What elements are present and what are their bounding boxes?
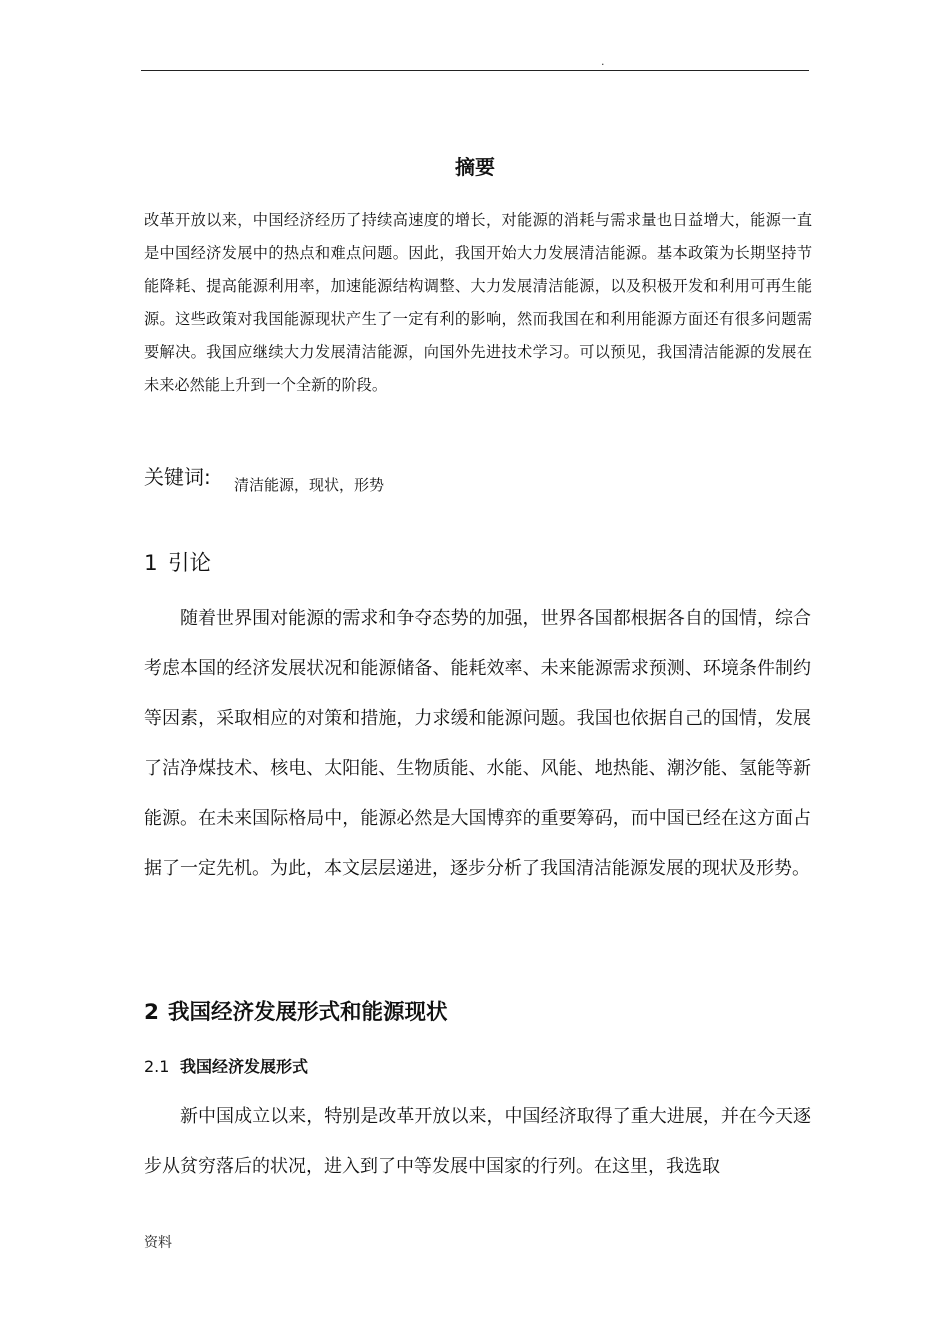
keywords-value: 清洁能源，现状，形势	[234, 476, 385, 494]
subsection-2-1-number: 2.1	[144, 1057, 170, 1076]
subsection-2-1-title: 我国经济发展形式	[180, 1057, 309, 1076]
header-mark: .	[601, 55, 605, 68]
subsection-2-1-heading	[144, 1054, 308, 1080]
section1-heading	[144, 548, 211, 580]
footer-label: 资料	[144, 1235, 172, 1251]
abstract-title: 摘要	[455, 155, 495, 179]
section2-number: 2	[144, 1000, 159, 1025]
abstract-body: 改革开放以来，中国经济经历了持续高速度的增长，对能源的消耗与需求量也日益增大，能源一直是中国经济发展中的热点和难点问题。因此，我国开始大力发展清洁能源。基本政策为长期坚持节能降耗、提高能源利用率，加速能源结构调整、大力发展清洁能源，以及积极开发和利用可再生能源。这些政策对我国能源现状产生了一定有利的影响，然而我国在和利用能源方面还有很多问题需要解决。我国应继续大力发展清洁能源，向国外先进技术学习。可以预见，我国清洁能源的发展在未来必然能上升到一个全新的阶段。	[144, 211, 812, 394]
section2-title: 我国经济发展形式和能源现状	[168, 1000, 448, 1025]
section2-heading	[144, 997, 448, 1029]
section1-body: 随着世界围对能源的需求和争夺态势的加强，世界各国都根据各自的国情，综合考虑本国的经济发展状况和能源储备、能耗效率、未来能源需求预测、环境条件制约等因素，采取相应的对策和措施，力求缓和能源问题。我国也依据自己的国情，发展了洁净煤技术、核电、太阳能、生物质能、水能、风能、地热能、潮汐能、氢能等新能源。在未来国际格局中，能源必然是大国博弈的重要筹码，而中国已经在这方面占据了一定先机。为此，本文层层递进，逐步分析了我国清洁能源发展的现状及形势。	[144, 608, 811, 879]
section1-title: 引论	[168, 551, 212, 576]
subsection-2-1-body: 新中国成立以来，特别是改革开放以来，中国经济取得了重大进展，并在今天逐步从贫穷落后的状况，进入到了中等发展中国家的行列。在这里，我选取	[144, 1106, 811, 1177]
header-rule	[141, 70, 809, 71]
section1-number: 1	[144, 551, 158, 576]
keywords-label: 关键词:	[144, 465, 211, 489]
